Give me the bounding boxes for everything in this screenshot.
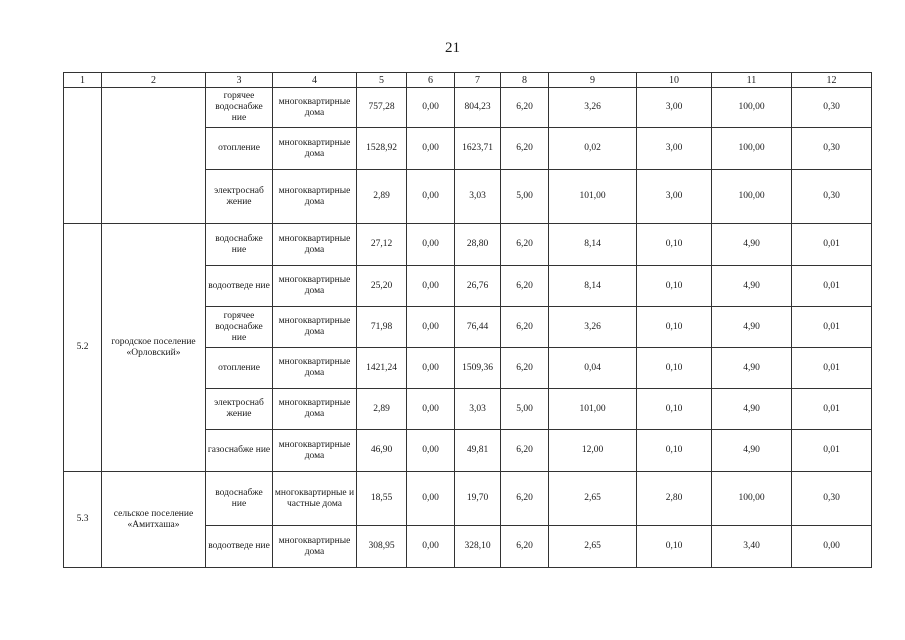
value-cell: 4,90 [712, 224, 792, 266]
header-cell: 2 [102, 73, 206, 88]
object-cell: многоквартирные дома [273, 128, 357, 170]
value-cell: 6,20 [501, 307, 549, 348]
value-cell: 0,10 [637, 526, 712, 568]
value-cell: 2,80 [637, 472, 712, 526]
value-cell: 0,00 [407, 88, 455, 128]
value-cell: 0,10 [637, 224, 712, 266]
value-cell: 71,98 [357, 307, 407, 348]
value-cell: 2,65 [549, 472, 637, 526]
value-cell: 101,00 [549, 389, 637, 430]
value-cell: 6,20 [501, 472, 549, 526]
settlement-name: сельское поселение «Амитхаша» [102, 472, 206, 568]
header-row [64, 73, 872, 88]
value-cell: 0,10 [637, 430, 712, 472]
service-cell: отопление [206, 128, 273, 170]
value-cell: 0,00 [407, 430, 455, 472]
value-cell: 757,28 [357, 88, 407, 128]
value-cell: 100,00 [712, 128, 792, 170]
value-cell: 1421,24 [357, 348, 407, 389]
value-cell: 6,20 [501, 430, 549, 472]
object-cell: многоквартирные дома [273, 88, 357, 128]
value-cell: 3,26 [549, 307, 637, 348]
value-cell: 0,01 [792, 348, 872, 389]
value-cell: 0,30 [792, 472, 872, 526]
value-cell: 12,00 [549, 430, 637, 472]
settlement-name [102, 88, 206, 224]
header-cell: 8 [501, 73, 549, 88]
header-cell: 7 [455, 73, 501, 88]
value-cell: 3,26 [549, 88, 637, 128]
value-cell: 0,00 [407, 224, 455, 266]
value-cell: 28,80 [455, 224, 501, 266]
value-cell: 26,76 [455, 266, 501, 307]
value-cell: 328,10 [455, 526, 501, 568]
settlement-name: городское поселение «Орловский» [102, 224, 206, 472]
header-cell: 12 [792, 73, 872, 88]
value-cell: 0,01 [792, 389, 872, 430]
value-cell: 2,89 [357, 170, 407, 224]
page-number: 21 [445, 40, 460, 56]
value-cell: 3,00 [637, 170, 712, 224]
value-cell: 6,20 [501, 88, 549, 128]
value-cell: 18,55 [357, 472, 407, 526]
value-cell: 0,04 [549, 348, 637, 389]
value-cell: 6,20 [501, 348, 549, 389]
value-cell: 8,14 [549, 224, 637, 266]
service-cell: водоснабже ние [206, 224, 273, 266]
value-cell: 49,81 [455, 430, 501, 472]
value-cell: 0,01 [792, 266, 872, 307]
object-cell: многоквартирные дома [273, 526, 357, 568]
value-cell: 6,20 [501, 526, 549, 568]
value-cell: 1623,71 [455, 128, 501, 170]
value-cell: 4,90 [712, 430, 792, 472]
value-cell: 4,90 [712, 266, 792, 307]
value-cell: 0,10 [637, 389, 712, 430]
object-cell: многоквартирные дома [273, 266, 357, 307]
value-cell: 19,70 [455, 472, 501, 526]
row-number: 5.3 [64, 472, 102, 568]
value-cell: 0,10 [637, 266, 712, 307]
value-cell: 0,00 [407, 389, 455, 430]
value-cell: 3,03 [455, 389, 501, 430]
object-cell: многоквартирные дома [273, 307, 357, 348]
service-cell: газоснабже ние [206, 430, 273, 472]
value-cell: 0,02 [549, 128, 637, 170]
value-cell: 100,00 [712, 472, 792, 526]
value-cell: 6,20 [501, 266, 549, 307]
value-cell: 76,44 [455, 307, 501, 348]
value-cell: 1509,36 [455, 348, 501, 389]
value-cell: 4,90 [712, 389, 792, 430]
value-cell: 101,00 [549, 170, 637, 224]
service-cell: электроснаб жение [206, 389, 273, 430]
value-cell: 0,00 [407, 170, 455, 224]
header-cell: 10 [637, 73, 712, 88]
table-row [64, 224, 872, 266]
object-cell: многоквартирные дома [273, 224, 357, 266]
object-cell: многоквартирные дома [273, 348, 357, 389]
value-cell: 0,00 [407, 526, 455, 568]
value-cell: 46,90 [357, 430, 407, 472]
service-cell: водоснабже ние [206, 472, 273, 526]
value-cell: 0,30 [792, 88, 872, 128]
value-cell: 2,65 [549, 526, 637, 568]
object-cell: многоквартирные дома [273, 389, 357, 430]
value-cell: 1528,92 [357, 128, 407, 170]
value-cell: 3,03 [455, 170, 501, 224]
value-cell: 0,00 [407, 266, 455, 307]
value-cell: 4,90 [712, 307, 792, 348]
value-cell: 6,20 [501, 128, 549, 170]
header-cell: 1 [64, 73, 102, 88]
value-cell: 3,00 [637, 128, 712, 170]
table-row [64, 472, 872, 526]
tariff-table [63, 72, 872, 568]
object-cell: многоквартирные дома [273, 170, 357, 224]
service-cell: водоотведе ние [206, 526, 273, 568]
object-cell: многоквартирные дома [273, 430, 357, 472]
value-cell: 3,40 [712, 526, 792, 568]
value-cell: 308,95 [357, 526, 407, 568]
header-cell: 4 [273, 73, 357, 88]
table-row [64, 88, 872, 128]
header-cell: 11 [712, 73, 792, 88]
value-cell: 5,00 [501, 389, 549, 430]
value-cell: 0,00 [407, 128, 455, 170]
service-cell: электроснаб жение [206, 170, 273, 224]
value-cell: 3,00 [637, 88, 712, 128]
value-cell: 4,90 [712, 348, 792, 389]
value-cell: 6,20 [501, 224, 549, 266]
header-cell: 3 [206, 73, 273, 88]
object-cell: многоквартирные и частные дома [273, 472, 357, 526]
value-cell: 0,01 [792, 430, 872, 472]
header-cell: 9 [549, 73, 637, 88]
service-cell: горячее водоснабже ние [206, 307, 273, 348]
value-cell: 100,00 [712, 88, 792, 128]
value-cell: 8,14 [549, 266, 637, 307]
value-cell: 0,00 [407, 348, 455, 389]
row-number: 5.2 [64, 224, 102, 472]
row-number [64, 88, 102, 224]
service-cell: водоотведе ние [206, 266, 273, 307]
header-cell: 5 [357, 73, 407, 88]
value-cell: 0,10 [637, 348, 712, 389]
value-cell: 100,00 [712, 170, 792, 224]
value-cell: 0,30 [792, 128, 872, 170]
value-cell: 0,00 [792, 526, 872, 568]
value-cell: 0,10 [637, 307, 712, 348]
value-cell: 25,20 [357, 266, 407, 307]
value-cell: 804,23 [455, 88, 501, 128]
value-cell: 0,00 [407, 307, 455, 348]
value-cell: 5,00 [501, 170, 549, 224]
service-cell: горячее водоснабже ние [206, 88, 273, 128]
value-cell: 0,01 [792, 307, 872, 348]
value-cell: 27,12 [357, 224, 407, 266]
value-cell: 0,30 [792, 170, 872, 224]
value-cell: 0,00 [407, 472, 455, 526]
header-cell: 6 [407, 73, 455, 88]
service-cell: отопление [206, 348, 273, 389]
value-cell: 0,01 [792, 224, 872, 266]
value-cell: 2,89 [357, 389, 407, 430]
